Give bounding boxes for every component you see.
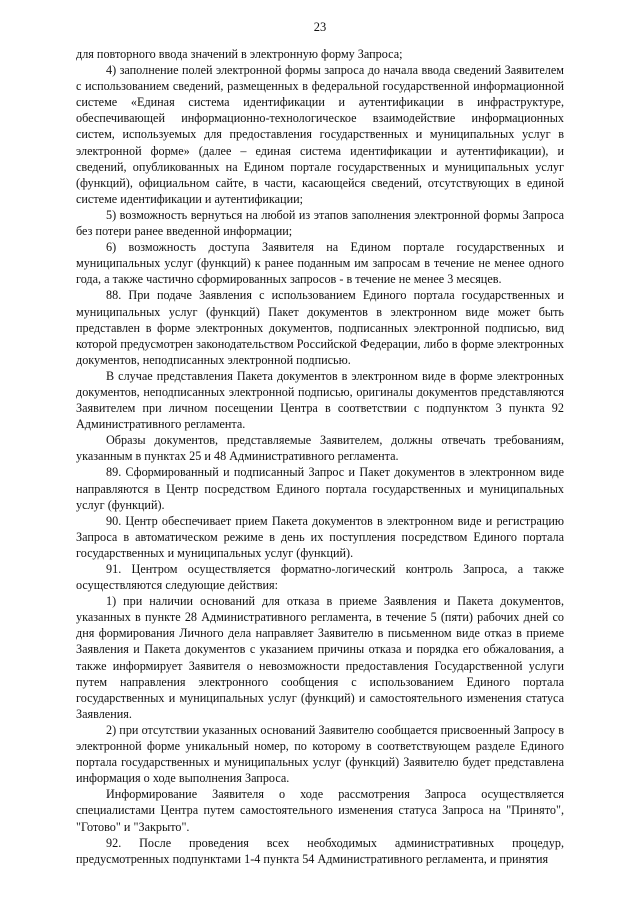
paragraph-89: 89. Сформированный и подписанный Запрос и Пакет документов в электронном виде направляются в Центр посредством Единого портала государственных и муниципальных услуг (функций). — [76, 465, 564, 512]
paragraph-91-item-2: 2) при отсутствии указанных оснований Заявителю сообщается присвоенный Запросу в электронной форме уникальный номер, по которому в соответствующем разделе Единого портала государственных и муниципальных услуг (функций) Заявителю будет представлена информация о ходе выполнения Запроса. — [76, 722, 564, 786]
paragraph-item-6: 6) возможность доступа Заявителя на Едином портале государственных и муниципальных услуг (функций) к ранее поданным им запросам в течение не менее одного года, а также частично сформированных запросов - в течение не менее 3 месяцев. — [76, 240, 564, 287]
paragraph-88-unsigned: В случае представления Пакета документов в электронном виде в форме электронных документов, неподписанных электронной подписью, оригиналы документов представляются Заявителем при личном посещении Центра в соответствии с подпунктом 3 пункта 92 Административного регламента. — [76, 368, 564, 432]
paragraph-91: 91. Центром осуществляется форматно-логический контроль Запроса, а также осуществляются следующие действия: — [76, 562, 564, 593]
document-body — [76, 46, 564, 867]
paragraph-90: 90. Центр обеспечивает прием Пакета документов в электронном виде и регистрацию Запроса в автоматическом режиме в день их поступления посредством Единого портала государственных и муниципальных услуг (функций). — [76, 513, 564, 560]
paragraph-88-images: Образы документов, представляемые Заявителем, должны отвечать требованиям, указанным в пунктах 25 и 48 Административного регламента. — [76, 433, 564, 464]
paragraph-item-5: 5) возможность вернуться на любой из этапов заполнения электронной формы Запроса без потери ранее введенной информации; — [76, 207, 564, 239]
paragraph-item-4: 4) заполнение полей электронной формы запроса до начала ввода сведений Заявителем с использованием сведений, размещенных в федеральной государственной информационной системе «Единая система идентификации и аутентификации в инфраструктуре, обеспечивающей информационно-технологическое взаимодействие информационных систем, используемых для предоставления государственных и муниципальных услуг в электронной форме» (далее – единая система идентификации и аутентификации), и сведений, опубликованных на Едином портале государственных и муниципальных услуг (функций), официальном сайте, в части, касающейся сведений, отсутствующих в единой системе идентификации и аутентификации; — [76, 63, 564, 206]
paragraph-92: 92. После проведения всех необходимых административных процедур, предусмотренных подпунктами 1-4 пункта 54 Административного регламента, и принятия — [76, 835, 564, 866]
page-number: 23 — [313, 20, 327, 34]
paragraph-88: 88. При подаче Заявления с использованием Единого портала государственных и муниципальных услуг (функций) Пакет документов в электронном виде может быть представлен в форме электронных документов, подписанных электронной подписью, вид которой предусмотрен законодательством Российской Федерации, либо в форме электронных документов, неподписанных электронной подписью. — [76, 288, 564, 367]
paragraph-continuation: для повторного ввода значений в электронную форму Запроса; — [76, 47, 403, 61]
paragraph-91-item-1: 1) при наличии оснований для отказа в приеме Заявления и Пакета документов, указанных в пункте 28 Административного регламента, в течение 5 (пяти) рабочих дней со дня формирования Личного дела направляет Заявителю в письменном виде отказ в приеме Заявления и Пакета документов с указанием причины отказа и порядка его обжалования, а также информирует Заявителя о невозможности предоставления Государственной услуги путем направления электронного сообщения с использованием Единого портала государственных и муниципальных услуг (функций) и самостоятельного изменения статуса Заявления. — [76, 594, 564, 721]
paragraph-91-informing: Информирование Заявителя о ходе рассмотрения Запроса осуществляется специалистами Центра путем самостоятельного изменения статуса Запроса на "Принято", "Готово" и "Закрыто". — [76, 787, 564, 834]
